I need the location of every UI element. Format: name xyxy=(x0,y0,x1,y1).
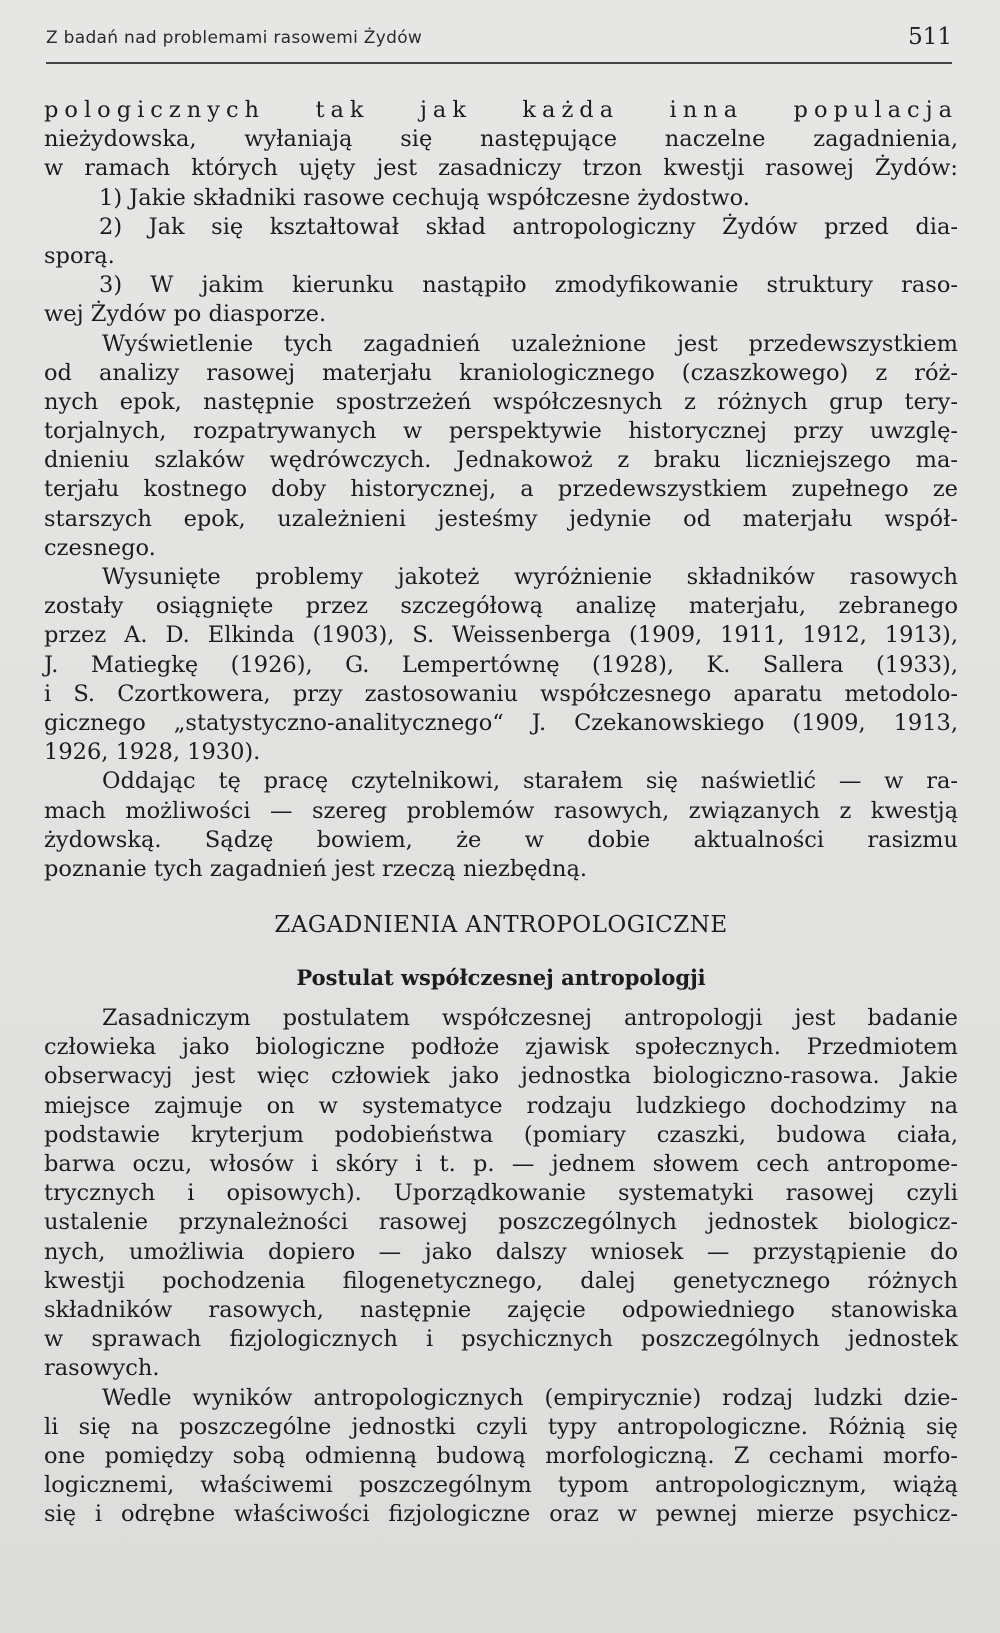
text-line: 1) Jakie składniki rasowe cechują współczesne żydostwo. xyxy=(99,184,750,211)
text-line: 1926, 1928, 1930). xyxy=(44,739,261,766)
spacer xyxy=(44,884,958,898)
text-line: one pomiędzy sobą odmienną budową morfologiczną. Z cechami morfo- xyxy=(44,1442,958,1469)
text-line: mach możliwości — szereg problemów rasowych, związanych z kwestją xyxy=(44,797,958,824)
subsection-title: Postulat współczesnej antropologji xyxy=(296,965,706,991)
text-line: li się na poszczególne jednostki czyli typy antropologiczne. Różnią się xyxy=(44,1413,958,1440)
text-line: przez A. D. Elkinda (1903), S. Weissenberga (1909, 1911, 1912, 1913), xyxy=(44,622,958,649)
text-line: nych epok, następnie spostrzeżeń współczesnych z różnych grup tery- xyxy=(44,388,958,415)
text-line: od analizy rasowej materjału kraniologicznego (czaszkowego) z róż- xyxy=(44,359,958,386)
text-line: składników rasowych, następnie zajęcie odpowiedniego stanowiska xyxy=(44,1296,958,1323)
text-line: torjalnych, rozpatrywanych w perspektywie historycznej przy uwzglę- xyxy=(44,418,958,445)
text-line: i S. Czortkowera, przy zastosowaniu współczesnego aparatu metodolo- xyxy=(44,680,958,707)
text-line: człowieka jako biologiczne podłoże zjawisk społecznych. Przedmiotem xyxy=(44,1034,958,1061)
text-line: ustalenie przynależności rasowej poszczególnych jednostek biologicz- xyxy=(44,1209,958,1236)
text-line: kwestji pochodzenia filogenetycznego, dalej genetycznego różnych xyxy=(44,1267,958,1294)
text-line: sporą. xyxy=(44,242,115,269)
page-number: 511 xyxy=(908,24,952,50)
text-line: logicznemi, właściwemi poszczególnym typom antropologicznym, wiążą xyxy=(44,1472,958,1499)
paragraph-start: Wysunięte problemy jakoteż wyróżnienie składników rasowych xyxy=(102,564,958,590)
text-line: czesnego. xyxy=(44,534,156,561)
header-rule xyxy=(46,62,952,64)
text-line: w sprawach fizjologicznych i psychicznych poszczególnych jednostek xyxy=(44,1326,958,1353)
body-text xyxy=(44,96,958,1529)
text-line: pologicznych tak jak każda inna populacja xyxy=(44,97,958,123)
text-line: starszych epok, uzależnieni jesteśmy jedynie od materjału współ- xyxy=(44,505,958,532)
text-line: podstawie kryterjum podobieństwa (pomiary czaszki, budowa ciała, xyxy=(44,1121,958,1148)
running-title: Z badań nad problemami rasowemi Żydów xyxy=(46,28,423,48)
text-line: nych, umożliwia dopiero — jako dalszy wniosek — przystąpienie do xyxy=(44,1238,958,1265)
page-header xyxy=(46,22,952,62)
text-line: terjału kostnego doby historycznej, a przedewszystkiem zupełnego ze xyxy=(44,476,958,503)
text-line: zostały osiągnięte przez szczegółową analizę materjału, zebranego xyxy=(44,593,958,620)
text-line: rasowych. xyxy=(44,1355,160,1382)
text-line: 3) W jakim kierunku nastąpiło zmodyfikowanie struktury raso- xyxy=(99,272,958,299)
text-line: dnieniu szlaków wędrówczych. Jednakowoż z braku liczniejszego ma- xyxy=(44,447,958,474)
text-line: obserwacyj jest więc człowiek jako jednostka biologiczno-rasowa. Jakie xyxy=(44,1063,958,1090)
text-line: w ramach których ujęty jest zasadniczy trzon kwestji rasowej Żydów: xyxy=(44,155,958,182)
paragraph-start: Oddając tę pracę czytelnikowi, starałem się naświetlić — w ra- xyxy=(102,768,958,795)
section-title: ZAGADNIENIA ANTROPOLOGICZNE xyxy=(274,912,728,939)
text-line: 2) Jak się kształtował skład antropologiczny Żydów przed dia- xyxy=(99,213,958,240)
text-line: wej Żydów po diasporze. xyxy=(44,301,327,328)
text-line: miejsce zajmuje on w systematyce rodzaju ludzkiego dochodzimy na xyxy=(44,1092,958,1119)
text-line: się i odrębne właściwości fizjologiczne oraz w pewnej mierze psychicz- xyxy=(44,1501,958,1528)
text-line: poznanie tych zagadnień jest rzeczą niezbędną. xyxy=(44,855,588,882)
text-line: trycznych i opisowych). Uporządkowanie systematyki rasowej czyli xyxy=(44,1180,958,1207)
text-line: J. Matiegkę (1926), G. Lempertównę (1928), K. Sallera (1933), xyxy=(44,651,958,678)
text-line: gicznego „statystyczno-analitycznego“ J. Czekanowskiego (1909, 1913, xyxy=(44,709,958,736)
text-line: nieżydowska, wyłaniają się następujące naczelne zagadnienia, xyxy=(44,126,958,153)
text-line: żydowską. Sądzę bowiem, że w dobie aktualności rasizmu xyxy=(44,826,958,853)
paragraph-start: Wyświetlenie tych zagadnień uzależnione jest przedewszystkiem xyxy=(102,330,958,357)
text-line: barwa oczu, włosów i skóry i t. p. — jednem słowem cech antropome- xyxy=(44,1151,958,1177)
paragraph-start: Zasadniczym postulatem współczesnej antropologji jest badanie xyxy=(102,1005,958,1032)
paragraph-start: Wedle wyników antropologicznych (empirycznie) rodzaj ludzki dzie- xyxy=(102,1384,958,1411)
